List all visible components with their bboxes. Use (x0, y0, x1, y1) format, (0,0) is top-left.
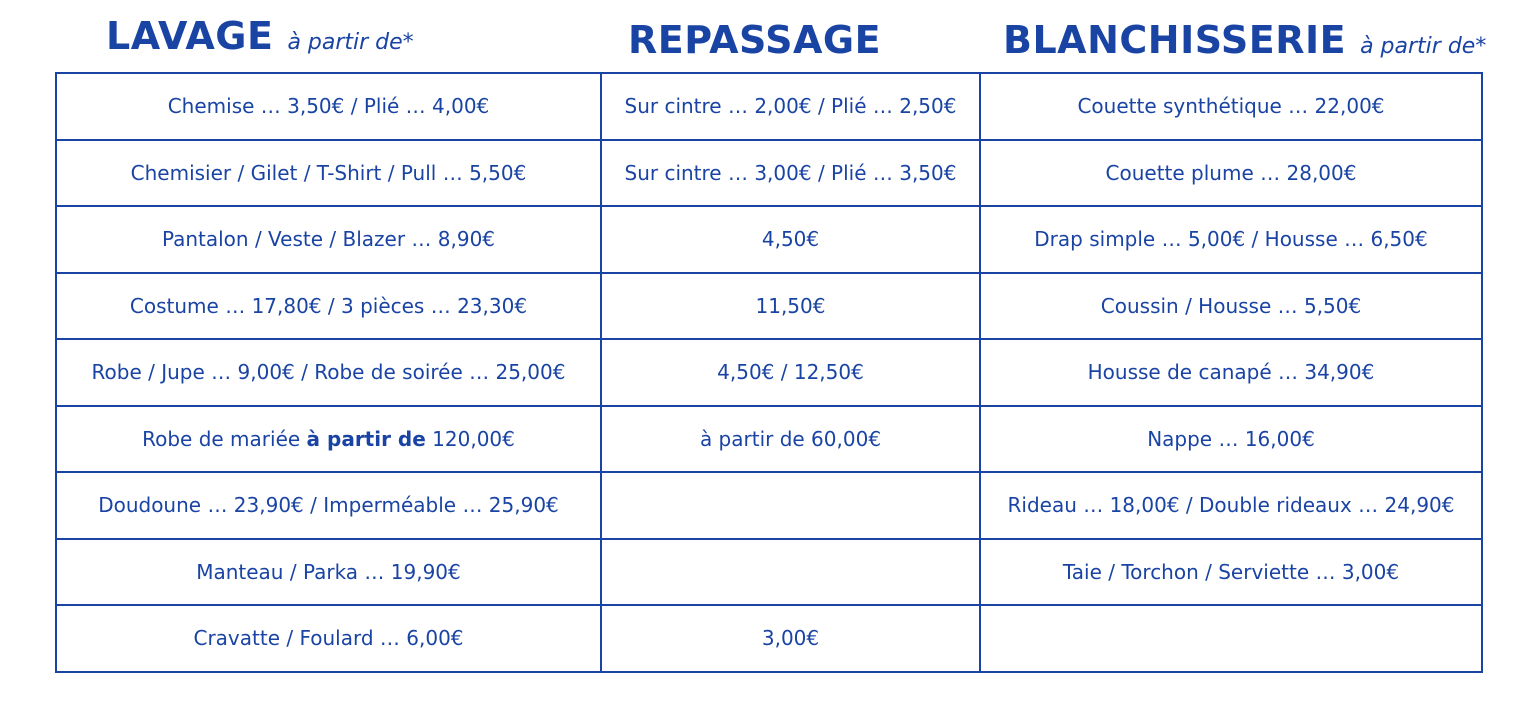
price-table (55, 72, 1483, 673)
table-row (56, 472, 1482, 539)
table-row (56, 339, 1482, 406)
blanchisserie-cell: Drap simple … 5,00€ / Housse … 6,50€ (980, 206, 1482, 273)
repassage-cell: 11,50€ (601, 273, 980, 340)
repassage-cell: à partir de 60,00€ (601, 406, 980, 473)
heading-lavage-note: à partir de* (287, 30, 414, 55)
table-row (56, 605, 1482, 672)
lavage-cell-bold-text: à partir de (306, 426, 426, 451)
heading-blanchisserie (1003, 18, 1486, 62)
lavage-cell: Doudoune … 23,90€ / Imperméable … 25,90€ (56, 472, 601, 539)
lavage-cell: Chemisier / Gilet / T-Shirt / Pull … 5,50€ (56, 140, 601, 207)
blanchisserie-cell: Rideau … 18,00€ / Double rideaux … 24,90€ (980, 472, 1482, 539)
lavage-cell-text: Robe de mariée (142, 426, 307, 451)
blanchisserie-cell: Taie / Torchon / Serviette … 3,00€ (980, 539, 1482, 606)
lavage-cell: Robe / Jupe … 9,00€ / Robe de soirée … 25,00€ (56, 339, 601, 406)
blanchisserie-cell (980, 605, 1482, 672)
lavage-cell: Pantalon / Veste / Blazer … 8,90€ (56, 206, 601, 273)
repassage-cell: 4,50€ (601, 206, 980, 273)
lavage-cell: Manteau / Parka … 19,90€ (56, 539, 601, 606)
repassage-cell: Sur cintre … 3,00€ / Plié … 3,50€ (601, 140, 980, 207)
repassage-cell: Sur cintre … 2,00€ / Plié … 2,50€ (601, 73, 980, 140)
table-row (56, 406, 1482, 473)
lavage-cell (56, 406, 601, 473)
lavage-cell: Cravatte / Foulard … 6,00€ (56, 605, 601, 672)
table-row (56, 273, 1482, 340)
repassage-cell (601, 472, 980, 539)
table-row (56, 73, 1482, 140)
lavage-cell-price: 120,00€ (425, 426, 515, 451)
lavage-cell: Costume … 17,80€ / 3 pièces … 23,30€ (56, 273, 601, 340)
heading-blanchisserie-title: BLANCHISSERIE (1003, 18, 1347, 62)
heading-lavage (106, 14, 414, 58)
blanchisserie-cell: Housse de canapé … 34,90€ (980, 339, 1482, 406)
table-row (56, 206, 1482, 273)
blanchisserie-cell: Coussin / Housse … 5,50€ (980, 273, 1482, 340)
blanchisserie-cell: Nappe … 16,00€ (980, 406, 1482, 473)
table-row (56, 140, 1482, 207)
heading-repassage (628, 18, 881, 62)
blanchisserie-cell: Couette plume … 28,00€ (980, 140, 1482, 207)
repassage-cell: 4,50€ / 12,50€ (601, 339, 980, 406)
table-row (56, 539, 1482, 606)
heading-lavage-title: LAVAGE (106, 14, 274, 58)
repassage-cell: 3,00€ (601, 605, 980, 672)
heading-repassage-title: REPASSAGE (628, 18, 882, 62)
heading-blanchisserie-note: à partir de* (1360, 34, 1487, 59)
lavage-cell: Chemise … 3,50€ / Plié … 4,00€ (56, 73, 601, 140)
blanchisserie-cell: Couette synthétique … 22,00€ (980, 73, 1482, 140)
repassage-cell (601, 539, 980, 606)
